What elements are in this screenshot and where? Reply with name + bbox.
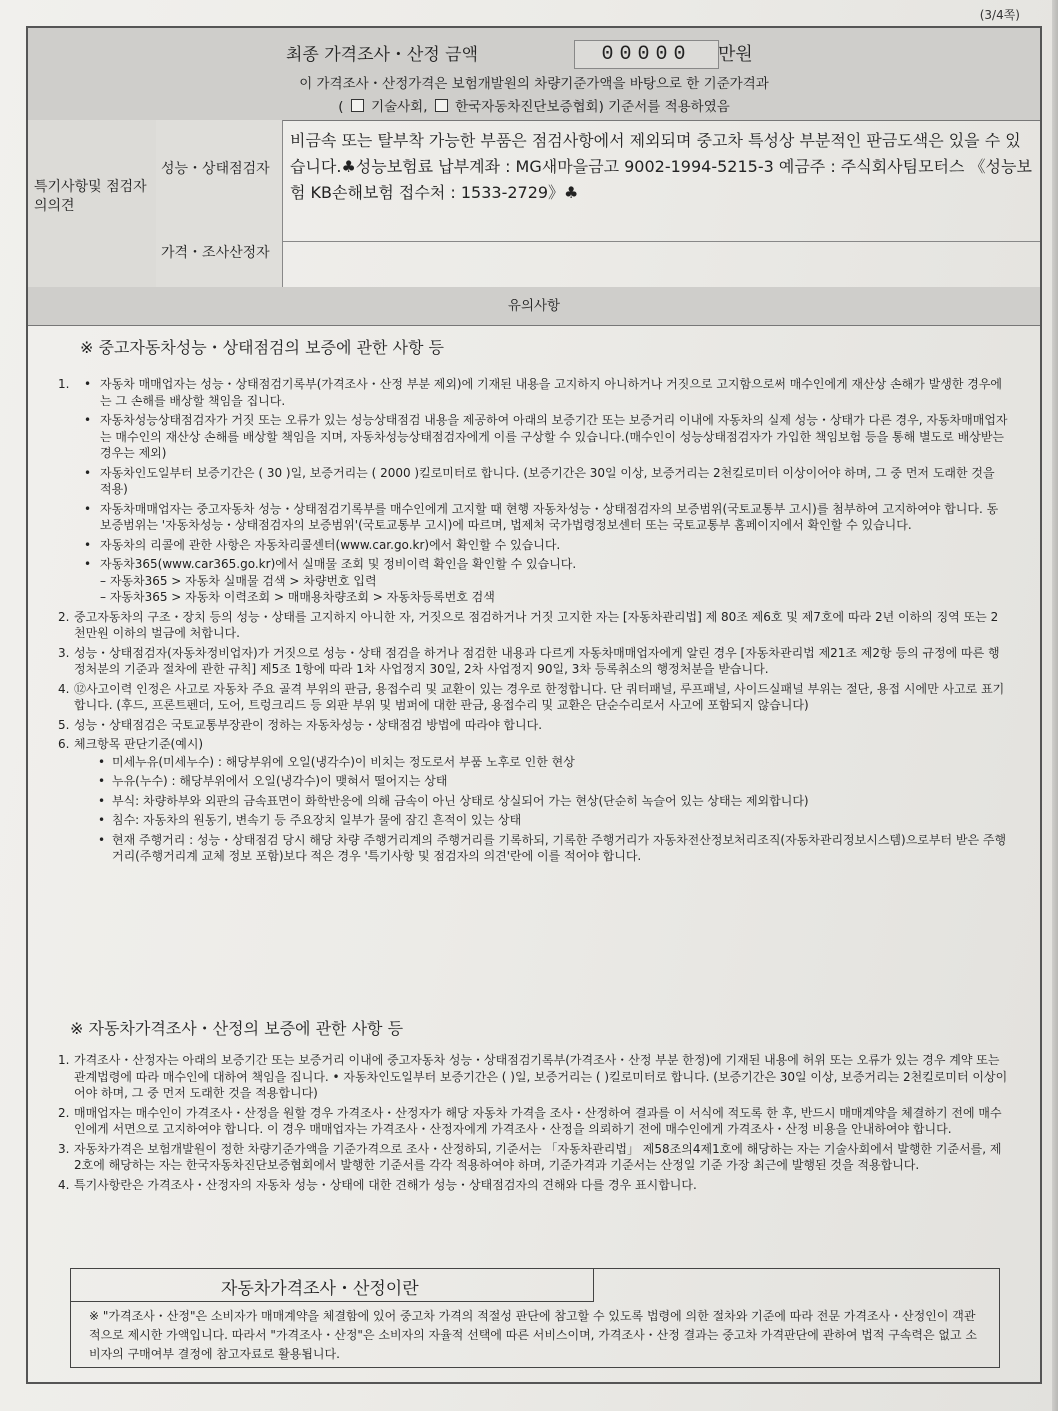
bullet: •	[84, 465, 92, 480]
bullet: •	[84, 413, 92, 427]
item-number: 4.	[58, 1177, 70, 1192]
item-number: 3.	[58, 645, 70, 660]
criteria-text: 미세누유(미세누수) : 해당부위에 오일(냉각수)이 비치는 정도로서 부품 노후로 인한 현상	[112, 754, 575, 769]
list-item	[58, 736, 1008, 753]
criteria-text: 부식: 차량하부와 외판의 금속표면이 화학반응에 의해 금속이 아닌 상태로 상실되어 가는 현상(단순히 녹슬어 있는 상태는 제외합니다)	[112, 793, 809, 808]
opinions-label: 특기사항및 점검자의의견	[34, 179, 147, 214]
section2-list	[58, 1052, 1008, 1196]
list-item	[58, 537, 1008, 554]
page-edge	[1052, 0, 1058, 1411]
page-number: (3/4쪽)	[979, 8, 1020, 22]
item-text: 가격조사・산정자는 아래의 보증기간 또는 보증거리 이내에 중고자동차 성능・상태점검기록부(가격조사・산정 부분 한정)에 기재된 내용에 허위 또는 오류가 있는 경우 계약 또는 관계법령에 따라 매수인에 대하여 책임을 집니다. • 자동차인도일부터 보증기간은 ( )일, 보증거리는 ( )킬로미터로 합니다. (보증기간은 30일 이상, 보증거리는 2천킬로미터 이상이어야 하며, 그 중 먼저 도래한 것을 적용합니다)	[74, 1053, 1008, 1100]
item-text: 특기사항란은 가격조사・산정자의 자동차 성능・상태에 대한 견해가 성능・상태점검자의 견해와 다를 경우 표시합니다.	[74, 1177, 697, 1192]
item-text: 자동차 매매업자는 성능・상태점검기록부(가격조사・산정 부분 제외)에 기재된 내용을 고지하지 아니하거나 거짓으로 고지함으로써 매수인에게 재산상 손해가 발생한 경우에는 그 손해를 배상할 책임을 집니다.	[100, 377, 1003, 408]
item-text: ⑫사고이력 인정은 사고로 자동차 주요 골격 부위의 판금, 용접수리 및 교환이 있는 경우로 한정합니다. 단 쿼터패널, 루프패널, 사이드실패널 부위는 절단, 용접 시에만 사고로 표기합니다. (후드, 프론트펜더, 도어, 트렁크리드 등 외판 부위 및 범퍼에 대한 판금, 용접수리 및 교환은 단순수리로서 사고에 포함되지 않습니다)	[74, 681, 1005, 712]
list-item	[58, 1177, 1008, 1194]
inspector-label: 성능・상태점검자	[161, 161, 270, 177]
bullet: •	[98, 793, 106, 808]
item-number: 1.	[58, 1053, 70, 1067]
bullet: •	[84, 501, 92, 516]
form-frame	[26, 26, 1042, 1384]
item-text: 성능・상태점검은 국토교통부장관이 정하는 자동차성능・상태점검 방법에 따라야 합니다.	[74, 717, 543, 732]
opinions-section	[28, 120, 1040, 288]
list-item	[58, 681, 1008, 714]
item-number: 2.	[58, 609, 70, 624]
inspector-opinion-text: 비금속 또는 탈부착 가능한 부품은 점검사항에서 제외되며 중고차 특성상 부분적인 판금도색은 있을 수 있습니다.♣성능보험료 납부계좌 : MG새마을금고 9002-1994-5215-3 예금주 : 주식회사팀모터스 《성능보험 KB손해보험 접수처 : 1533-2729》♣	[290, 131, 1032, 202]
item-text: 매매업자는 매수인이 가격조사・산정을 원할 경우 가격조사・산정자가 해당 자동차 가격을 조사・산정하여 결과를 이 서식에 적도록 한 후, 반드시 매매계약을 체결하기 전에 매수인에게 서면으로 고지하여야 합니다. 이 경우 매매업자는 가격조사・산정자에게 가격조사・산정을 의뢰하기 전에 매수인에게 가격조사・산정 비용을 안내하여야 합니다.	[74, 1105, 1002, 1136]
std-option1: 기술사회,	[371, 99, 428, 115]
criteria-item	[58, 754, 1008, 771]
list-item	[58, 1105, 1008, 1138]
list-item	[58, 609, 1008, 642]
item-number: 4.	[58, 681, 70, 696]
section1-title: ※ 중고자동차성능・상태점검의 보증에 관한 사항 등	[80, 338, 444, 357]
price-label: 가격・조사산정자	[161, 245, 270, 261]
criteria-item	[58, 812, 1008, 829]
item-text: 자동차의 리콜에 관한 사항은 자동차리콜센터(www.car.go.kr)에서 확인할 수 있습니다.	[100, 537, 561, 552]
std-option2: 한국자동차진단보증협회) 기준서를 적용하였음	[455, 99, 730, 115]
list-item	[58, 1141, 1008, 1174]
std-prefix: (	[338, 99, 344, 115]
sub-line: – 자동차365 > 자동차 이력조회 > 매매용차량조회 > 자동차등록번호 검색	[100, 590, 495, 604]
list-item	[58, 556, 1008, 573]
criteria-item	[58, 793, 1008, 810]
final-amount-value: 00000	[574, 40, 719, 69]
section1-list	[58, 376, 1008, 868]
item-text: 성능・상태점검자(자동차정비업자)가 거짓으로 성능・상태 점검을 하거나 점검한 내용과 다르게 자동차매매업자에게 알린 경우 [자동차관리법 제21조 제2항 등의 규정에 따른 행정처분의 기준과 절차에 관한 규칙] 제5조 1항에 따라 1차 사업정지 30일, 2차 사업정지 90일, 3차 등록취소의 행정처분을 받습니다.	[74, 645, 1000, 676]
item-number: 3.	[58, 1141, 70, 1156]
item-text: 자동차365(www.car365.go.kr)에서 실매물 조회 및 정비이력 확인을 확인할 수 있습니다.	[100, 557, 577, 571]
notice-text: ※ "가격조사・산정"은 소비자가 매매계약을 체결함에 있어 중고차 가격의 적절성 판단에 참고할 수 있도록 법령에 의한 절차와 기준에 따라 전문 가격조사・산정인이 객관적으로 제시한 가액입니다. 따라서 "가격조사・산정"은 소비자의 자율적 선택에 따른 서비스이며, 가격조사・산정 결과는 중고차 가격판단에 관하여 법적 구속력은 없고 소비자의 구매여부 결정에 참고자료로 활용됩니다.	[89, 1309, 977, 1361]
item-text: 중고자동차의 구조・장치 등의 성능・상태를 고지하지 아니한 자, 거짓으로 점검하거나 거짓 고지한 자는 [자동차관리법] 제 80조 제6호 및 제7호에 따라 2년 이하의 징역 또는 2천만원 이하의 벌금에 처합니다.	[74, 609, 999, 640]
sub-line: – 자동차365 > 자동차 실매물 검색 > 차량번호 입력	[100, 573, 377, 588]
list-item	[58, 645, 1008, 678]
item-text: 자동차매매업자는 중고자동차 성능・상태점검기록부를 매수인에게 고지할 때 현행 자동차성능・상태점검자의 보증범위(국토교통부 고시)를 첨부하여 고지하여야 합니다. 동 보증범위는 '자동차성능・상태점검자의 보증범위'(국토교통부 고시)에 따르며, 법제처 국가법령정보센터 또는 국토교통부 홈페이지에서 확인할 수 있습니다.	[100, 501, 999, 532]
bullet: •	[98, 832, 106, 847]
list-item	[58, 1052, 1008, 1102]
item-number: 2.	[58, 1105, 70, 1120]
bullet: •	[98, 754, 106, 769]
bullet: •	[84, 537, 92, 552]
notice-box	[70, 1268, 1000, 1368]
item-number: 1.	[58, 377, 70, 391]
amount-unit: 만원	[718, 44, 753, 65]
basis-line: 이 가격조사・산정가격은 보험개발원의 차량기준가액을 바탕으로 한 기준가격과	[299, 76, 769, 92]
item-text: 자동차가격은 보험개발원이 정한 차량기준가액을 기준가격으로 조사・산정하되, 기준서는 「자동차관리법」 제58조의4제1호에 해당하는 자는 기술사회에서 발행한 기준서를, 제2호에 해당하는 자는 한국자동차진단보증협회에서 발행한 기준서를 각각 적용하여야 하며, 기준가격과 기준서는 산정일 기준 가장 최근에 발행된 것을 적용합니다.	[74, 1141, 1002, 1172]
notice-title: 자동차가격조사・산정이란	[221, 1279, 419, 1299]
item-text: 체크항목 판단기준(예시)	[74, 737, 204, 751]
inspector-label-cell	[156, 120, 283, 242]
standard-line	[28, 95, 1040, 115]
opinions-label-cell	[28, 120, 157, 287]
list-item	[58, 412, 1008, 462]
item-text: 자동차성능상태점검자가 거짓 또는 오류가 있는 성능상태점검 내용을 제공하여 아래의 보증기간 또는 보증거리 이내에 자동차의 실제 성능・상태가 다른 경우, 자동차매매업자는 매수인의 재산상 손해를 배상할 책임을 지며, 자동차성능상태점검자에게 이를 구상할 수 있습니다.(매수인이 성능상태점검자가 가입한 책임보험 등을 통해 별도로 배상받는 경우는 제외)	[100, 413, 1008, 460]
item-number: 6.	[58, 737, 70, 751]
bullet: •	[98, 813, 106, 827]
bullet: •	[84, 377, 92, 391]
price-label-cell	[156, 241, 283, 287]
list-item	[58, 376, 1008, 409]
item-text: 자동차인도일부터 보증기간은 ( 30 )일, 보증거리는 ( 2000 )킬로미터로 합니다. (보증기간은 30일 이상, 보증거리는 2천킬로미터 이상이어야 하며, 그 중 먼저 도래한 것을 적용)	[100, 465, 995, 496]
notes-header: 유의사항	[28, 287, 1040, 326]
list-item	[58, 465, 1008, 498]
criteria-text: 침수: 자동차의 원동기, 변속기 등 주요장치 일부가 물에 잠긴 흔적이 있는 상태	[112, 813, 522, 827]
list-item	[58, 501, 1008, 534]
criteria-item	[58, 773, 1008, 790]
criteria-text: 누유(누수) : 해당부위에서 오일(냉각수)이 맺혀서 떨어지는 상태	[112, 774, 448, 788]
row-divider	[282, 241, 1040, 242]
criteria-text: 현재 주행거리 : 성능・상태점검 당시 해당 차량 주행거리계의 주행거리를 기록하되, 기록한 주행거리가 자동차전산정보처리조직(자동차관리정보시스템)으로부터 받은 주행거리(주행거리계 교체 정보 포함)보다 적은 경우 '특기사항 및 점검자의 의견'란에 이를 적어야 합니다.	[112, 832, 1007, 863]
bullet: •	[98, 774, 106, 788]
item-number: 5.	[58, 717, 70, 732]
bullet: •	[84, 557, 92, 571]
section2-title: ※ 자동차가격조사・산정의 보증에 관한 사항 등	[70, 1019, 404, 1038]
tech-society-checkbox[interactable]	[351, 99, 364, 112]
final-amount-section	[28, 28, 1040, 121]
final-amount-label: 최종 가격조사・산정 금액	[286, 45, 479, 65]
criteria-item	[58, 832, 1008, 865]
assoc-checkbox[interactable]	[435, 99, 448, 112]
notice-title-cell	[71, 1269, 594, 1302]
list-item	[58, 717, 1008, 734]
